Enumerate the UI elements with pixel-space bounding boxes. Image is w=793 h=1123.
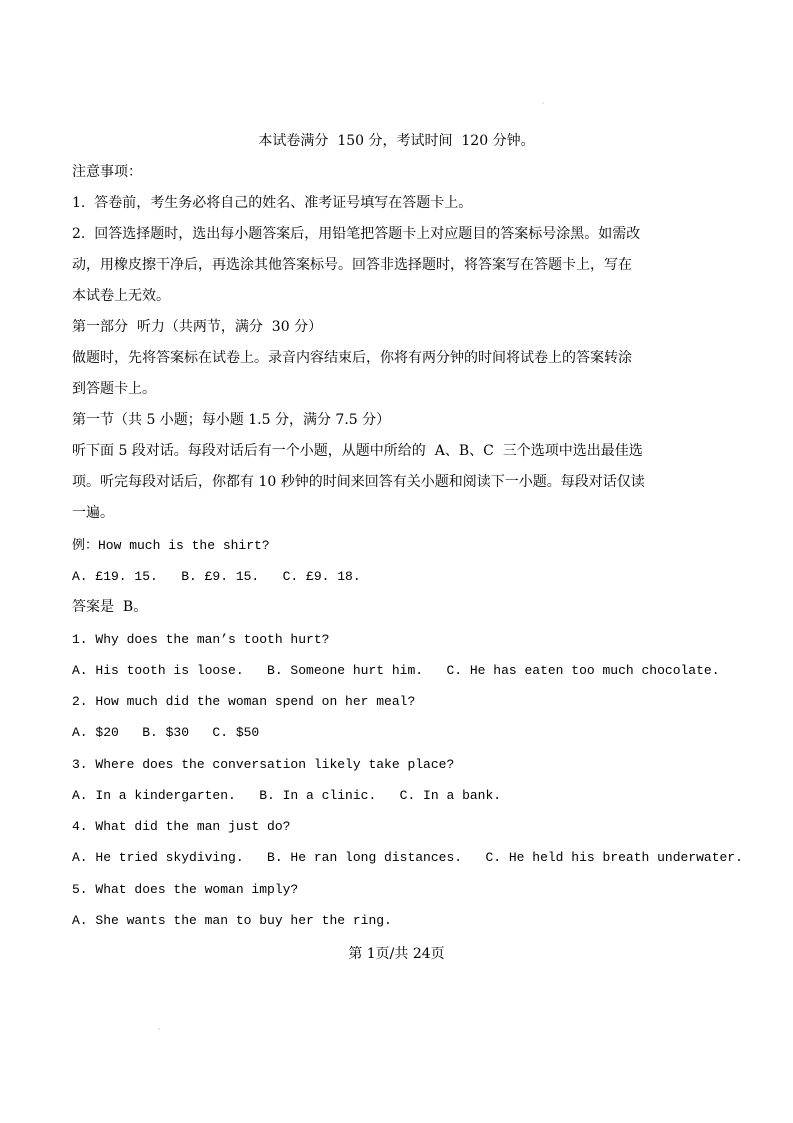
example-options: A. £19. 15. B. £9. 15. C. £9. 18. — [72, 569, 361, 584]
section1-instruction-line-1: 听下面 5 段对话。每段对话后有一个小题，从题中所给的 A、B、C 三个选项中选出最佳选 — [72, 443, 643, 459]
part1-instruction-line-1: 做题时，先将答案标在试卷上。录音内容结束后，你将有两分钟的时间将试卷上的答案转涂 — [72, 350, 632, 366]
question-1-options: A. His tooth is loose. B. Someone hurt him. C. He has eaten too much chocolate. — [72, 663, 720, 678]
question-5: 5. What does the woman imply? — [72, 882, 299, 897]
notice-item-1: 1. 答卷前，考生务必将自己的姓名、准考证号填写在答题卡上。 — [72, 195, 473, 211]
question-3: 3. Where does the conversation likely take place? — [72, 757, 455, 772]
scan-speck — [542, 102, 544, 104]
section1-title: 第一节（共 5 小题；每小题 1.5 分，满分 7.5 分） — [72, 412, 391, 428]
section1-instruction-line-2: 项。听完每段对话后，你都有 10 秒钟的时间来回答有关小题和阅读下一小题。每段对话仅读 — [72, 474, 645, 490]
question-4: 4. What did the man just do? — [72, 819, 291, 834]
notice-item-2-line-1: 2. 回答选择题时，选出每小题答案后，用铅笔把答题卡上对应题目的答案标号涂黑。如需改 — [72, 226, 641, 242]
part1-title: 第一部分 听力（共两节，满分 30 分） — [72, 319, 323, 335]
notice-item-2-line-3: 本试卷上无效。 — [72, 288, 170, 304]
notice-item-2-line-2: 动，用橡皮擦干净后，再选涂其他答案标号。回答非选择题时，将答案写在答题卡上，写在 — [72, 257, 632, 273]
question-5-options: A. She wants the man to buy her the ring. — [72, 913, 392, 928]
example-answer: 答案是 B。 — [72, 599, 148, 615]
question-2-options: A. $20 B. $30 C. $50 — [72, 725, 260, 740]
question-4-options: A. He tried skydiving. B. He ran long distances. C. He held his breath underwater. — [72, 850, 743, 865]
question-1: 1. Why does the man’s tooth hurt? — [72, 632, 330, 647]
page-footer: 第 1页/共 24页 — [348, 946, 445, 962]
exam-header: 本试卷满分 150 分，考试时间 120 分钟。 — [258, 133, 535, 149]
question-2: 2. How much did the woman spend on her meal? — [72, 694, 416, 709]
example-question: 例：How much is the shirt? — [72, 538, 270, 553]
part1-instruction-line-2: 到答题卡上。 — [72, 381, 156, 397]
notice-title: 注意事项： — [72, 164, 142, 180]
scan-speck — [158, 1028, 160, 1030]
section1-instruction-line-3: 一遍。 — [72, 505, 114, 521]
question-3-options: A. In a kindergarten. B. In a clinic. C. In a bank. — [72, 788, 502, 803]
